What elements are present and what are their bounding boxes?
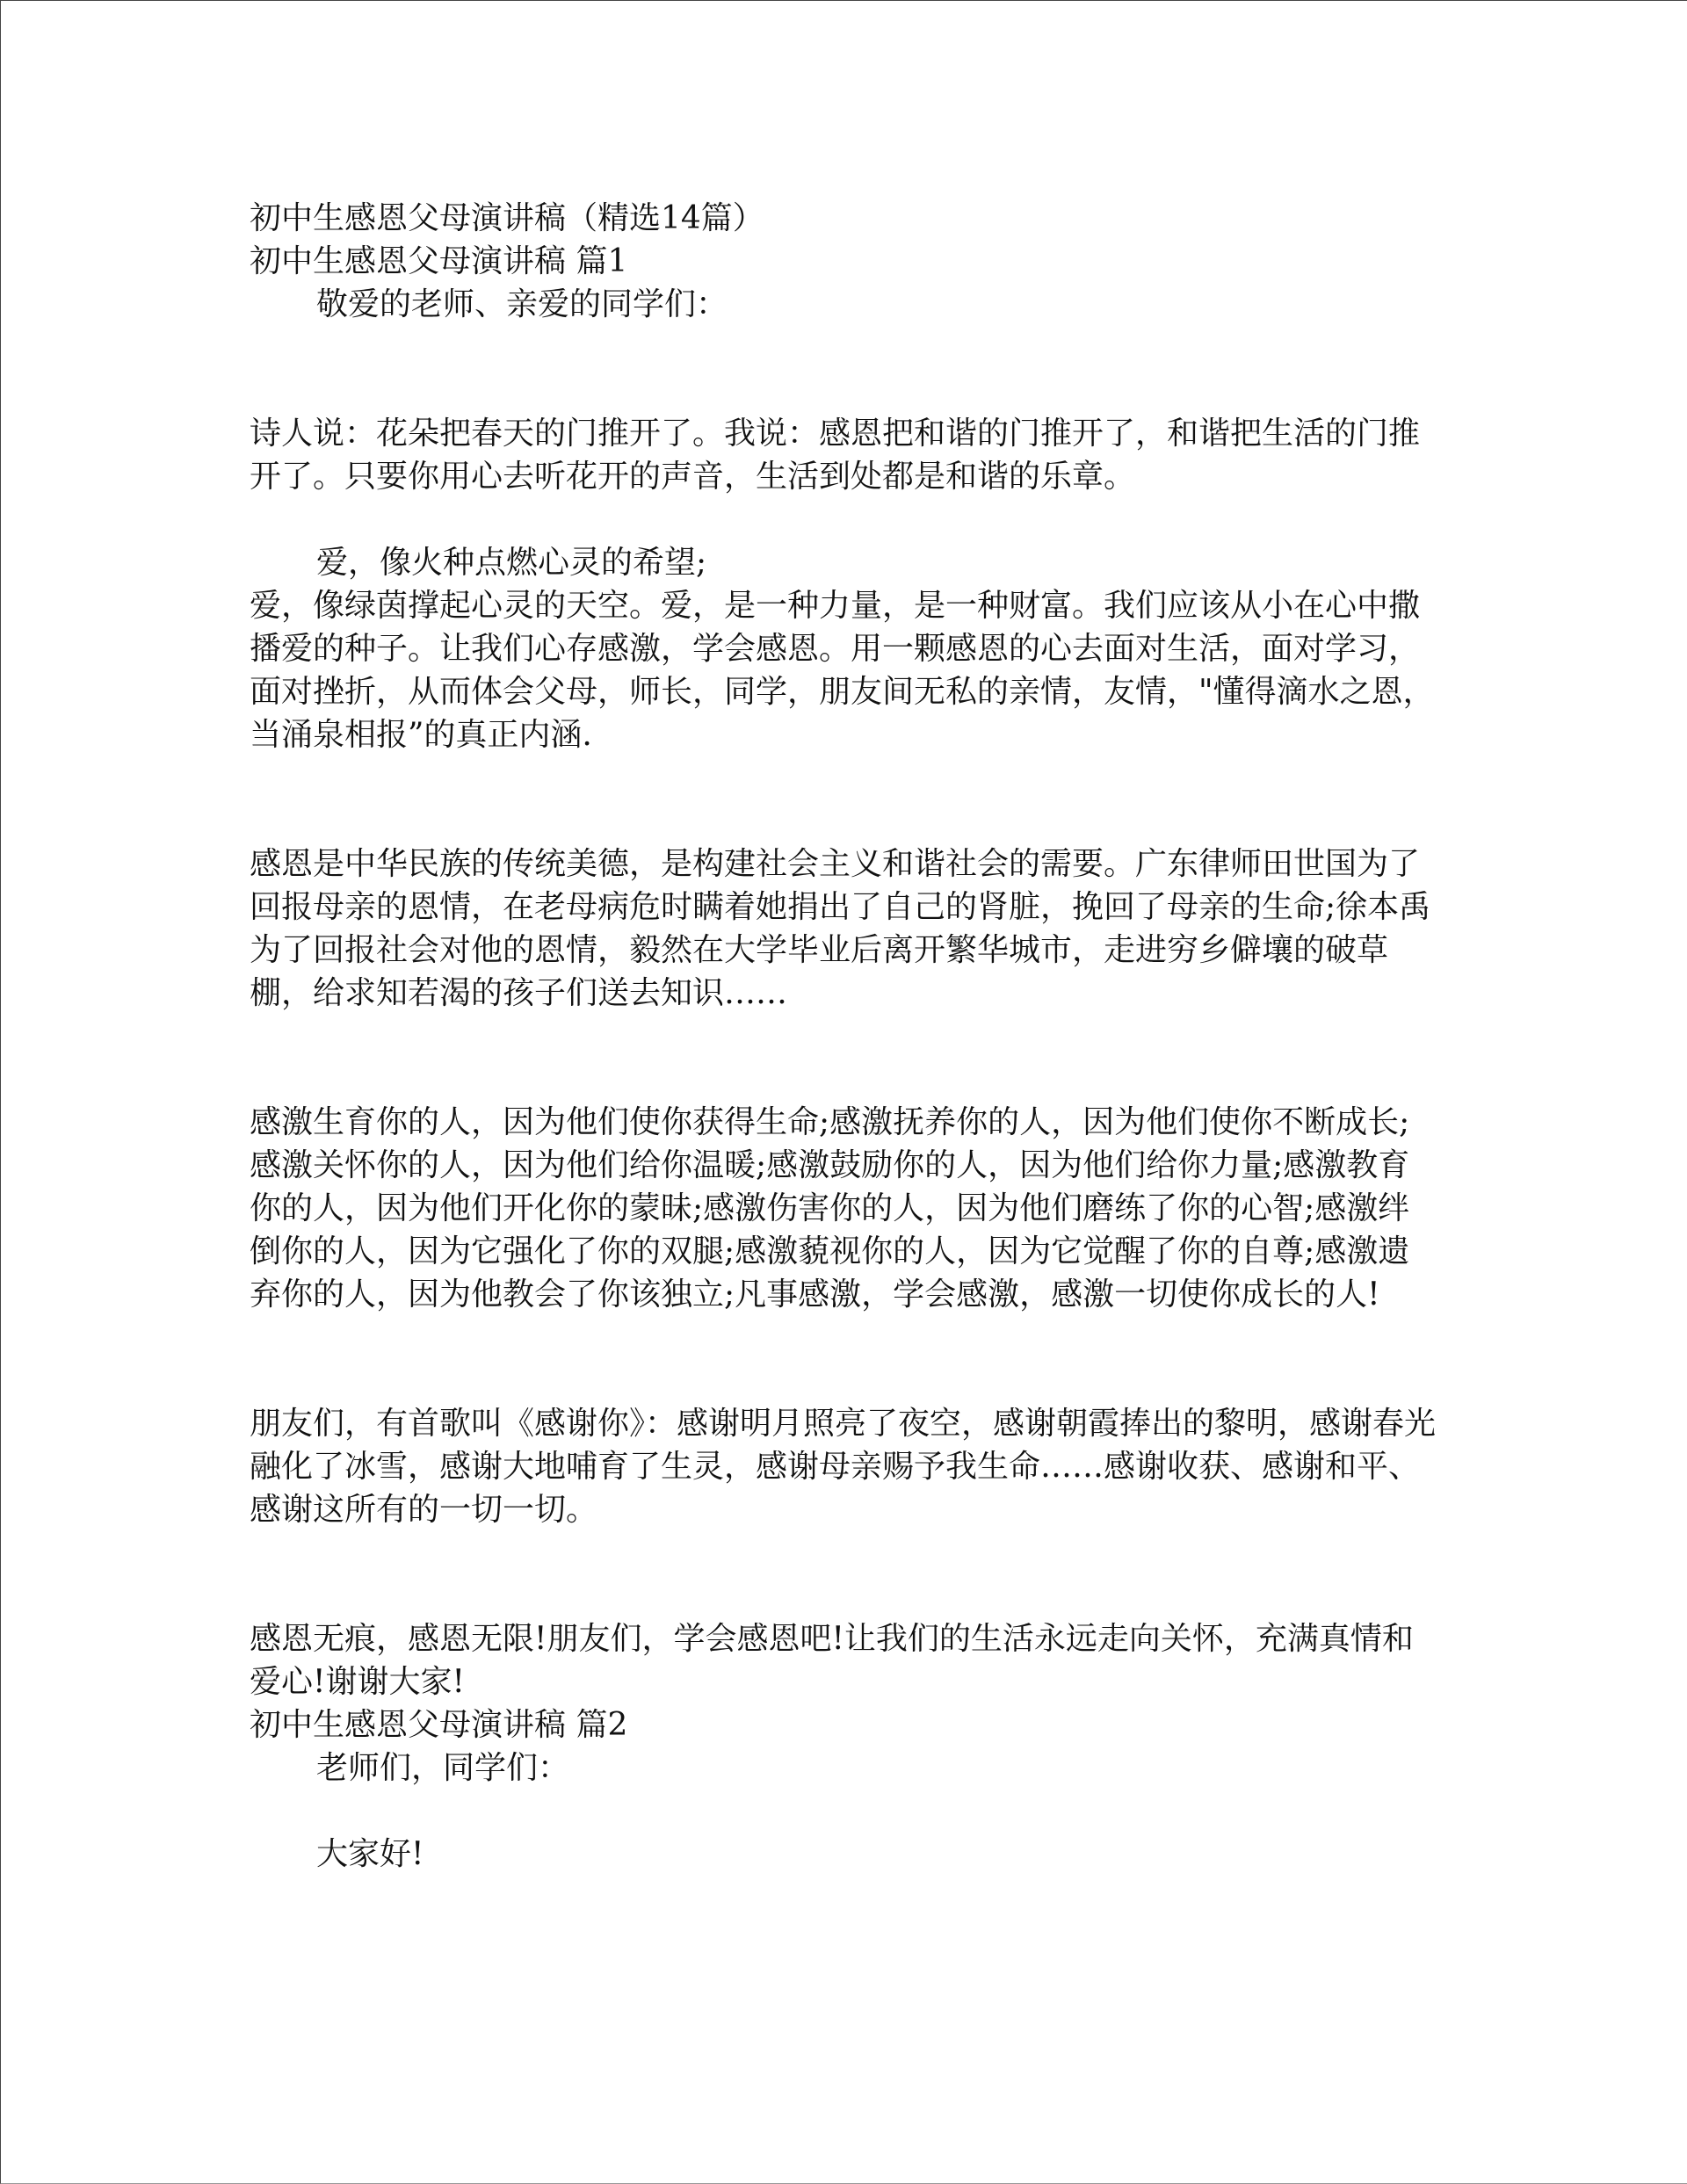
section-2-heading: 初中生感恩父母演讲稿 篇2 (250, 1707, 628, 1743)
section-2-hello: 大家好! (316, 1836, 424, 1872)
paragraph-poet: 诗人说：花朵把春天的门推开了。我说：感恩把和谐的门推开了，和谐把生活的门推开了。只要你用心去听花开的声音，生活到处都是和谐的乐章。 (250, 416, 1421, 495)
paragraph-gratitude-list: 感激生育你的人，因为他们使你获得生命;感激抚养你的人，因为他们使你不断成长;感激关怀你的人，因为他们给你温暖;感激鼓励你的人，因为他们给你力量;感激教育你的人，因为他们开化你的蒙昧;感激伤害你的人，因为他们磨练了你的心智;感激绊倒你的人，因为它强化了你的双腿;感激藐视你的人，因为它觉醒了你的自尊;感激遗弃你的人，因为他教会了你该独立;凡事感激，学会感激，感激一切使你成长的人! (250, 1104, 1410, 1313)
section-2-greeting: 老师们，同学们： (316, 1750, 570, 1786)
paragraph-love-fire: 爱，像火种点燃心灵的希望; (316, 545, 707, 581)
document-title: 初中生感恩父母演讲稿（精选14篇） (250, 200, 764, 236)
paragraph-virtue: 感恩是中华民族的传统美德，是构建社会主义和谐社会的需要。广东律师田世国为了回报母亲的恩情，在老母病危时瞒着她捐出了自己的肾脏，挽回了母亲的生命;徐本禹为了回报社会对他的恩情，毅然在大学毕业后离开繁华城市，走进穷乡僻壤的破草棚，给求知若渴的孩子们送去知识…… (250, 846, 1431, 1011)
paragraph-love-green: 爱，像绿茵撑起心灵的天空。爱，是一种力量，是一种财富。我们应该从小在心中撒播爱的种子。让我们心存感激，学会感恩。用一颗感恩的心去面对生活，面对学习，面对挫折，从而体会父母，师长，同学，朋友间无私的亲情，友情，"懂得滴水之恩，当涌泉相报”的真正内涵. (250, 588, 1435, 753)
document-body (250, 197, 1441, 1876)
paragraph-closing: 感恩无痕，感恩无限!朋友们，学会感恩吧!让我们的生活永远走向关怀，充满真情和爱心!谢谢大家! (250, 1621, 1414, 1700)
section-1-heading: 初中生感恩父母演讲稿 篇1 (250, 243, 628, 279)
section-1-greeting: 敬爱的老师、亲爱的同学们： (316, 286, 728, 322)
paragraph-song: 朋友们，有首歌叫《感谢你》：感谢明月照亮了夜空，感谢朝霞捧出的黎明，感谢春光融化了冰雪，感谢大地哺育了生灵，感谢母亲赐予我生命……感谢收获、感谢和平、感谢这所有的一切一切。 (250, 1406, 1437, 1528)
